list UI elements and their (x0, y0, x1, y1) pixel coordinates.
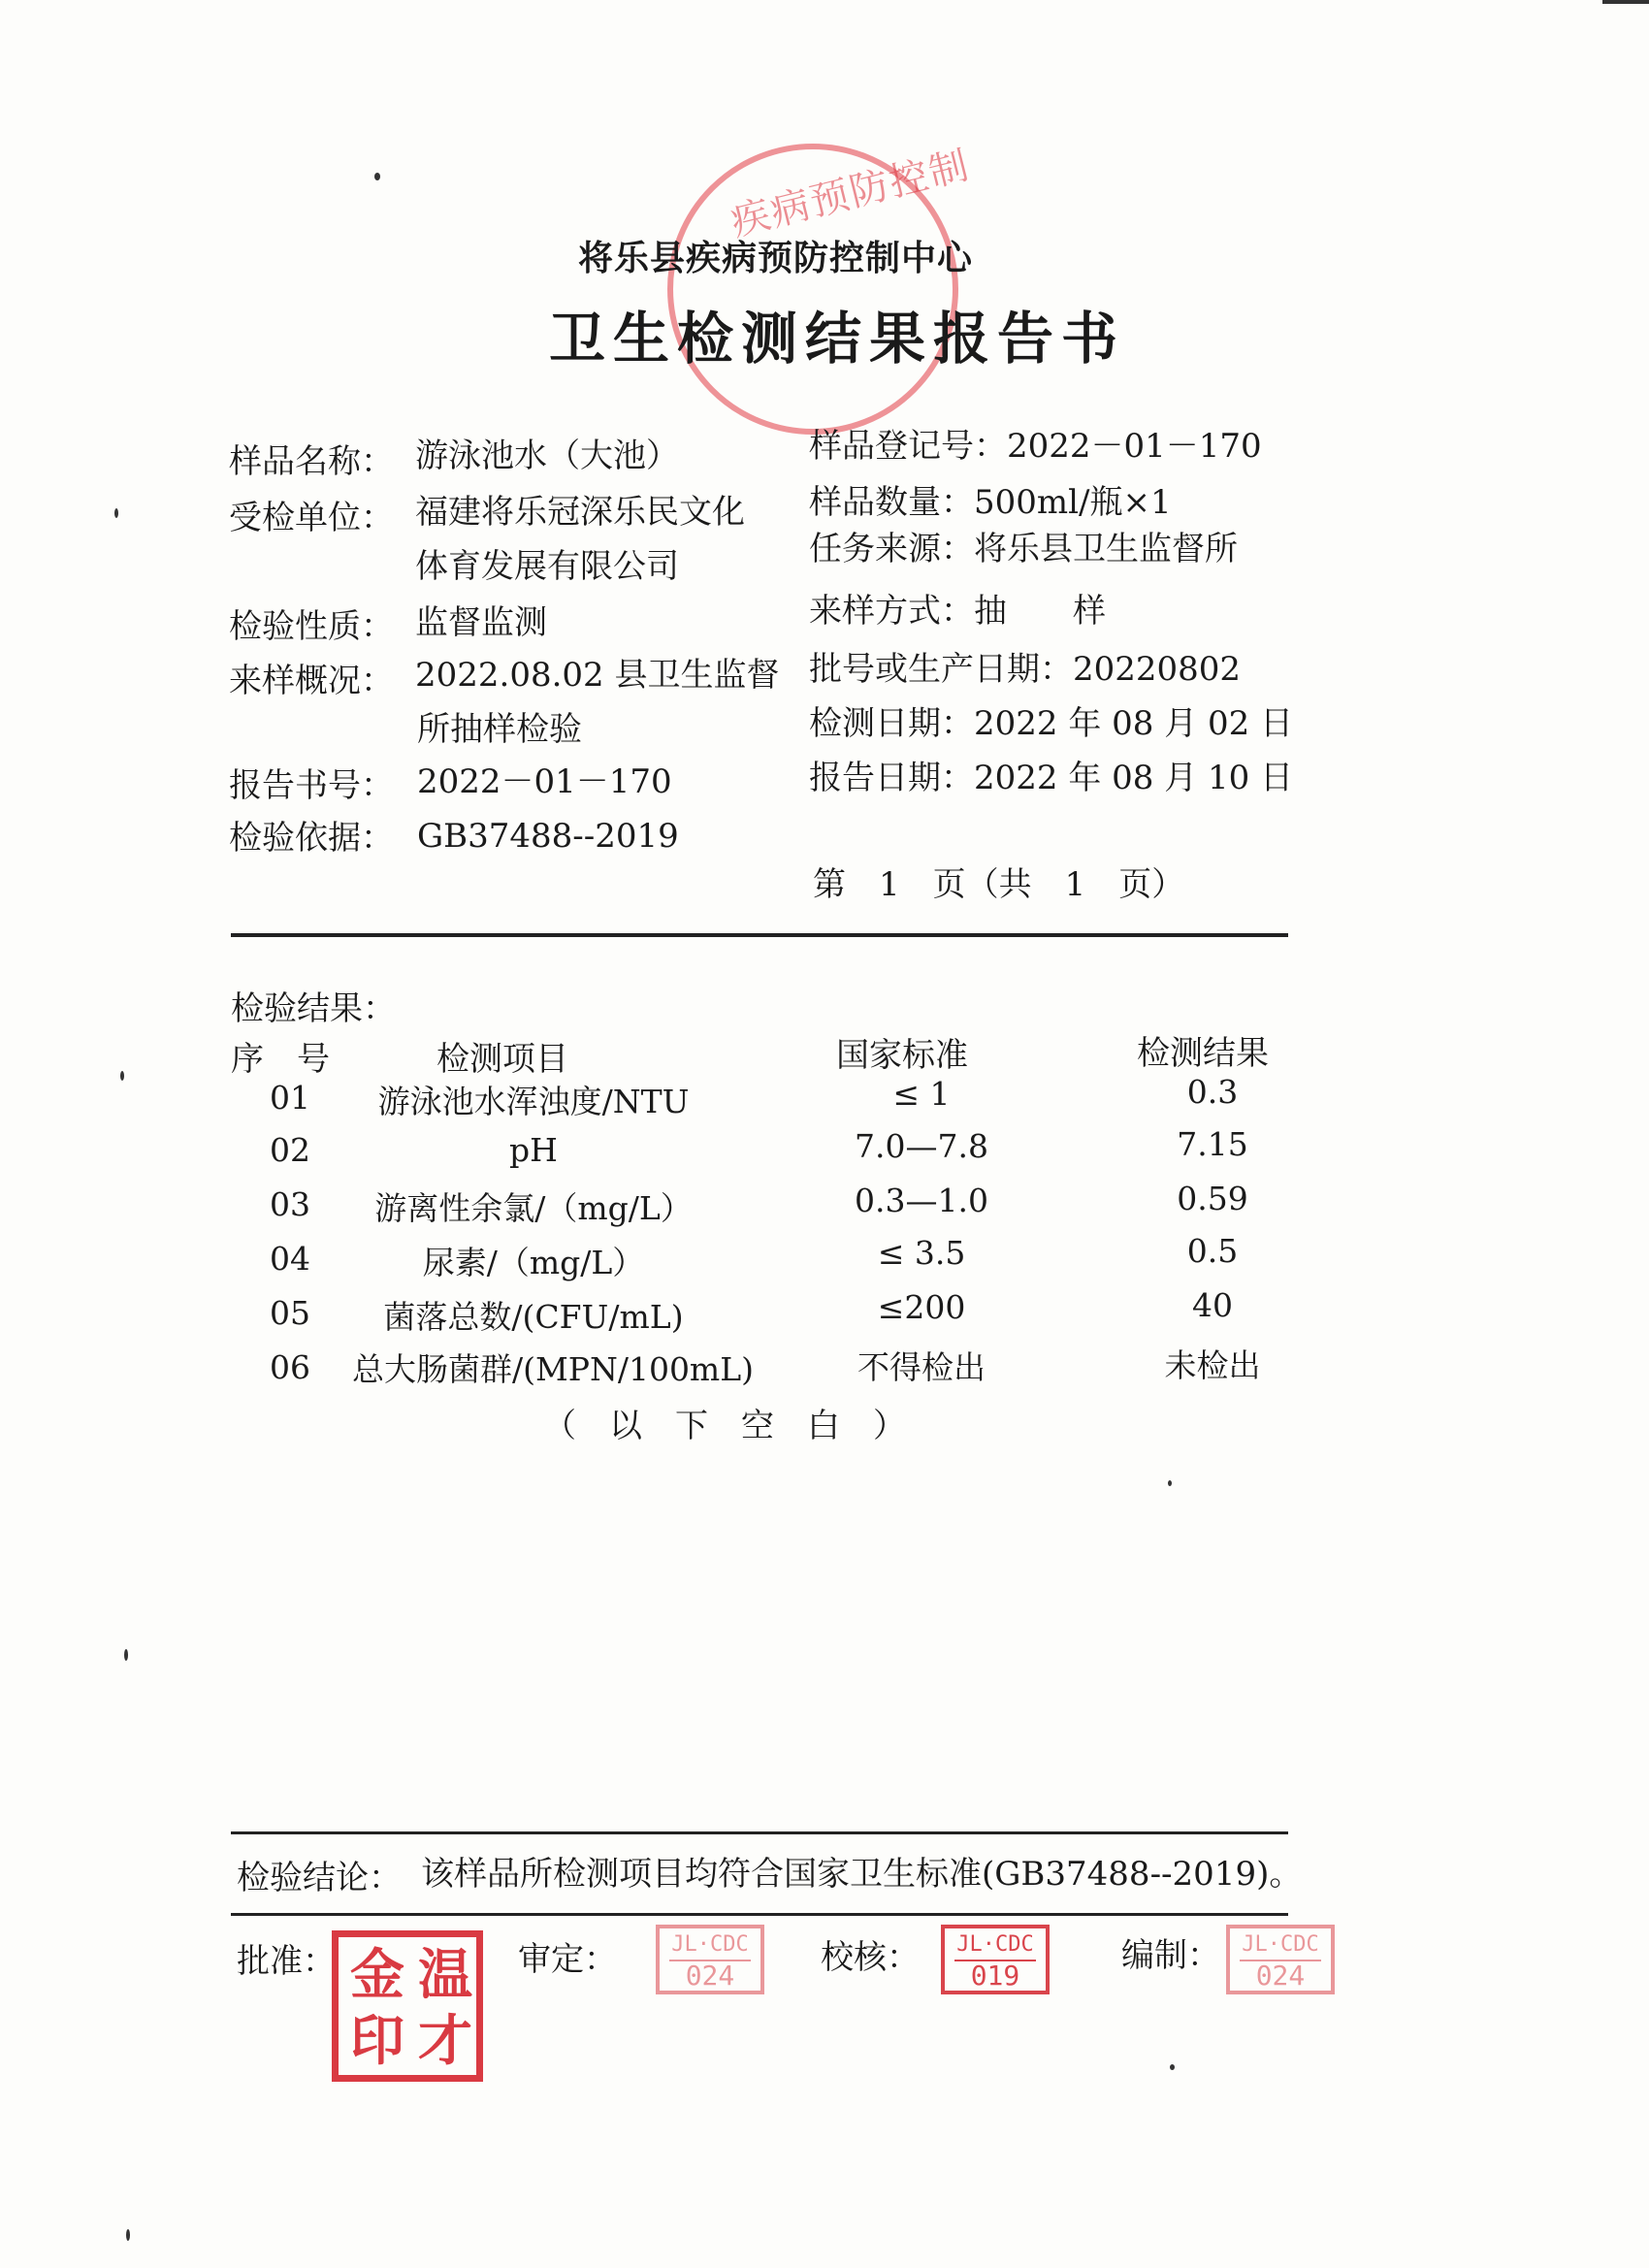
row-item: 总大肠菌群/(MPN/100mL) (351, 1350, 755, 1388)
stamp-line2: 024 (1240, 1960, 1321, 1991)
header-item: 检测项目 (436, 1040, 568, 1079)
row-standard: ≤ 1 (892, 1075, 951, 1113)
nature-value: 监督监测 (415, 603, 547, 642)
compile-stamp-icon (1226, 1925, 1335, 1994)
sample-name-value: 游泳池水（大池） (415, 437, 679, 475)
organization-name: 将乐县疾病预防控制中心 (578, 239, 974, 278)
overview-line2: 所抽样检验 (417, 710, 582, 749)
overview-line1: 2022.08.02 县卫生监督 (415, 656, 780, 695)
approver-seal-icon (332, 1930, 483, 2082)
report-no-label: 报告书号： (229, 766, 394, 805)
header-seq: 序 号 (231, 1040, 330, 1079)
scan-speck (374, 173, 380, 180)
seal-char: 印 (350, 2010, 404, 2073)
review-label: 审定： (518, 1940, 617, 1979)
compile-label: 编制： (1121, 1936, 1220, 1975)
check-label: 校核： (821, 1938, 920, 1977)
row-item: pH (509, 1131, 558, 1169)
scan-edge-mark (1602, 0, 1649, 4)
review-stamp-icon (656, 1925, 764, 1994)
row-seq: 06 (270, 1348, 310, 1386)
page-info: 第 1 页（共 1 页） (813, 865, 1185, 904)
row-item: 游泳池水浑浊度/NTU (377, 1083, 690, 1120)
inspected-unit-label: 受检单位： (229, 499, 394, 537)
row-standard: 0.3—1.0 (855, 1182, 988, 1219)
basis-value: GB37488--2019 (417, 817, 679, 856)
results-section-label: 检验结果： (231, 989, 396, 1028)
stamp-line2: 019 (954, 1960, 1036, 1991)
conclusion-text: 该样品所检测项目均符合国家卫生标准(GB37488--2019)。 (421, 1855, 1303, 1894)
row-seq: 03 (270, 1185, 310, 1223)
row-seq: 05 (270, 1294, 310, 1332)
scan-speck (124, 1649, 128, 1661)
batch-date: 批号或生产日期：20220802 (809, 650, 1242, 689)
sample-name-label: 样品名称： (229, 442, 394, 481)
divider-conclusion (231, 1913, 1288, 1916)
nature-label: 检验性质： (229, 607, 394, 646)
row-result: 40 (1192, 1286, 1233, 1324)
basis-label: 检验依据： (229, 819, 394, 858)
scan-speck (1168, 1480, 1172, 1486)
divider-bottom (231, 1831, 1288, 1834)
stamp-line1: JL·CDC (956, 1932, 1034, 1957)
row-standard: 不得检出 (857, 1348, 986, 1386)
sample-quantity: 样品数量：500ml/瓶×1 (809, 483, 1172, 522)
row-standard: ≤ 3.5 (877, 1234, 966, 1272)
inspected-unit-line2: 体育发展有限公司 (415, 547, 679, 586)
row-result: 0.3 (1186, 1073, 1239, 1111)
sampling-method: 来样方式：抽 样 (809, 592, 1106, 631)
row-result: 0.5 (1186, 1232, 1239, 1270)
scan-speck (120, 1071, 124, 1081)
task-source: 任务来源：将乐县卫生监督所 (809, 530, 1238, 568)
seal-char: 温 (418, 1944, 472, 2007)
row-item: 菌落总数/(CFU/mL) (383, 1298, 684, 1336)
blank-note: （ 以 下 空 白 ） (543, 1407, 906, 1445)
row-seq: 01 (270, 1079, 310, 1117)
row-item: 游离性余氯/（mg/L） (374, 1189, 693, 1227)
approve-label: 批准： (237, 1942, 336, 1981)
report-date: 报告日期：2022 年 08 月 10 日 (809, 759, 1294, 797)
seal-char: 金 (350, 1944, 404, 2007)
inspected-unit-line1: 福建将乐冠深乐民文化 (415, 493, 745, 532)
row-result: 0.59 (1177, 1180, 1248, 1217)
seal-char: 才 (418, 2010, 472, 2073)
test-date: 检测日期：2022 年 08 月 02 日 (809, 704, 1294, 743)
row-seq: 04 (270, 1240, 310, 1278)
row-standard: 7.0—7.8 (855, 1127, 988, 1165)
row-item: 尿素/（mg/L） (422, 1244, 645, 1281)
row-standard: ≤200 (877, 1288, 966, 1326)
header-result: 检测结果 (1137, 1034, 1269, 1073)
stamp-line1: JL·CDC (1242, 1932, 1319, 1957)
scan-speck (1170, 2064, 1175, 2070)
row-seq: 02 (270, 1131, 310, 1169)
scan-speck (114, 508, 118, 518)
registration-number: 样品登记号：2022－01－170 (809, 427, 1262, 466)
check-stamp-icon (941, 1925, 1050, 1994)
divider-top (231, 933, 1288, 937)
stamp-line2: 024 (669, 1960, 751, 1991)
overview-label: 来样概况： (229, 662, 394, 700)
scan-speck (126, 2229, 130, 2241)
header-standard: 国家标准 (836, 1036, 968, 1075)
report-title: 卫生检测结果报告书 (549, 306, 1126, 372)
official-seal-text: 疾病预防控制 (727, 143, 975, 245)
conclusion-label: 检验结论： (237, 1859, 402, 1897)
report-no-value: 2022－01－170 (417, 762, 672, 801)
row-result: 7.15 (1177, 1125, 1248, 1163)
stamp-line1: JL·CDC (671, 1932, 749, 1957)
row-result: 未检出 (1164, 1346, 1261, 1384)
